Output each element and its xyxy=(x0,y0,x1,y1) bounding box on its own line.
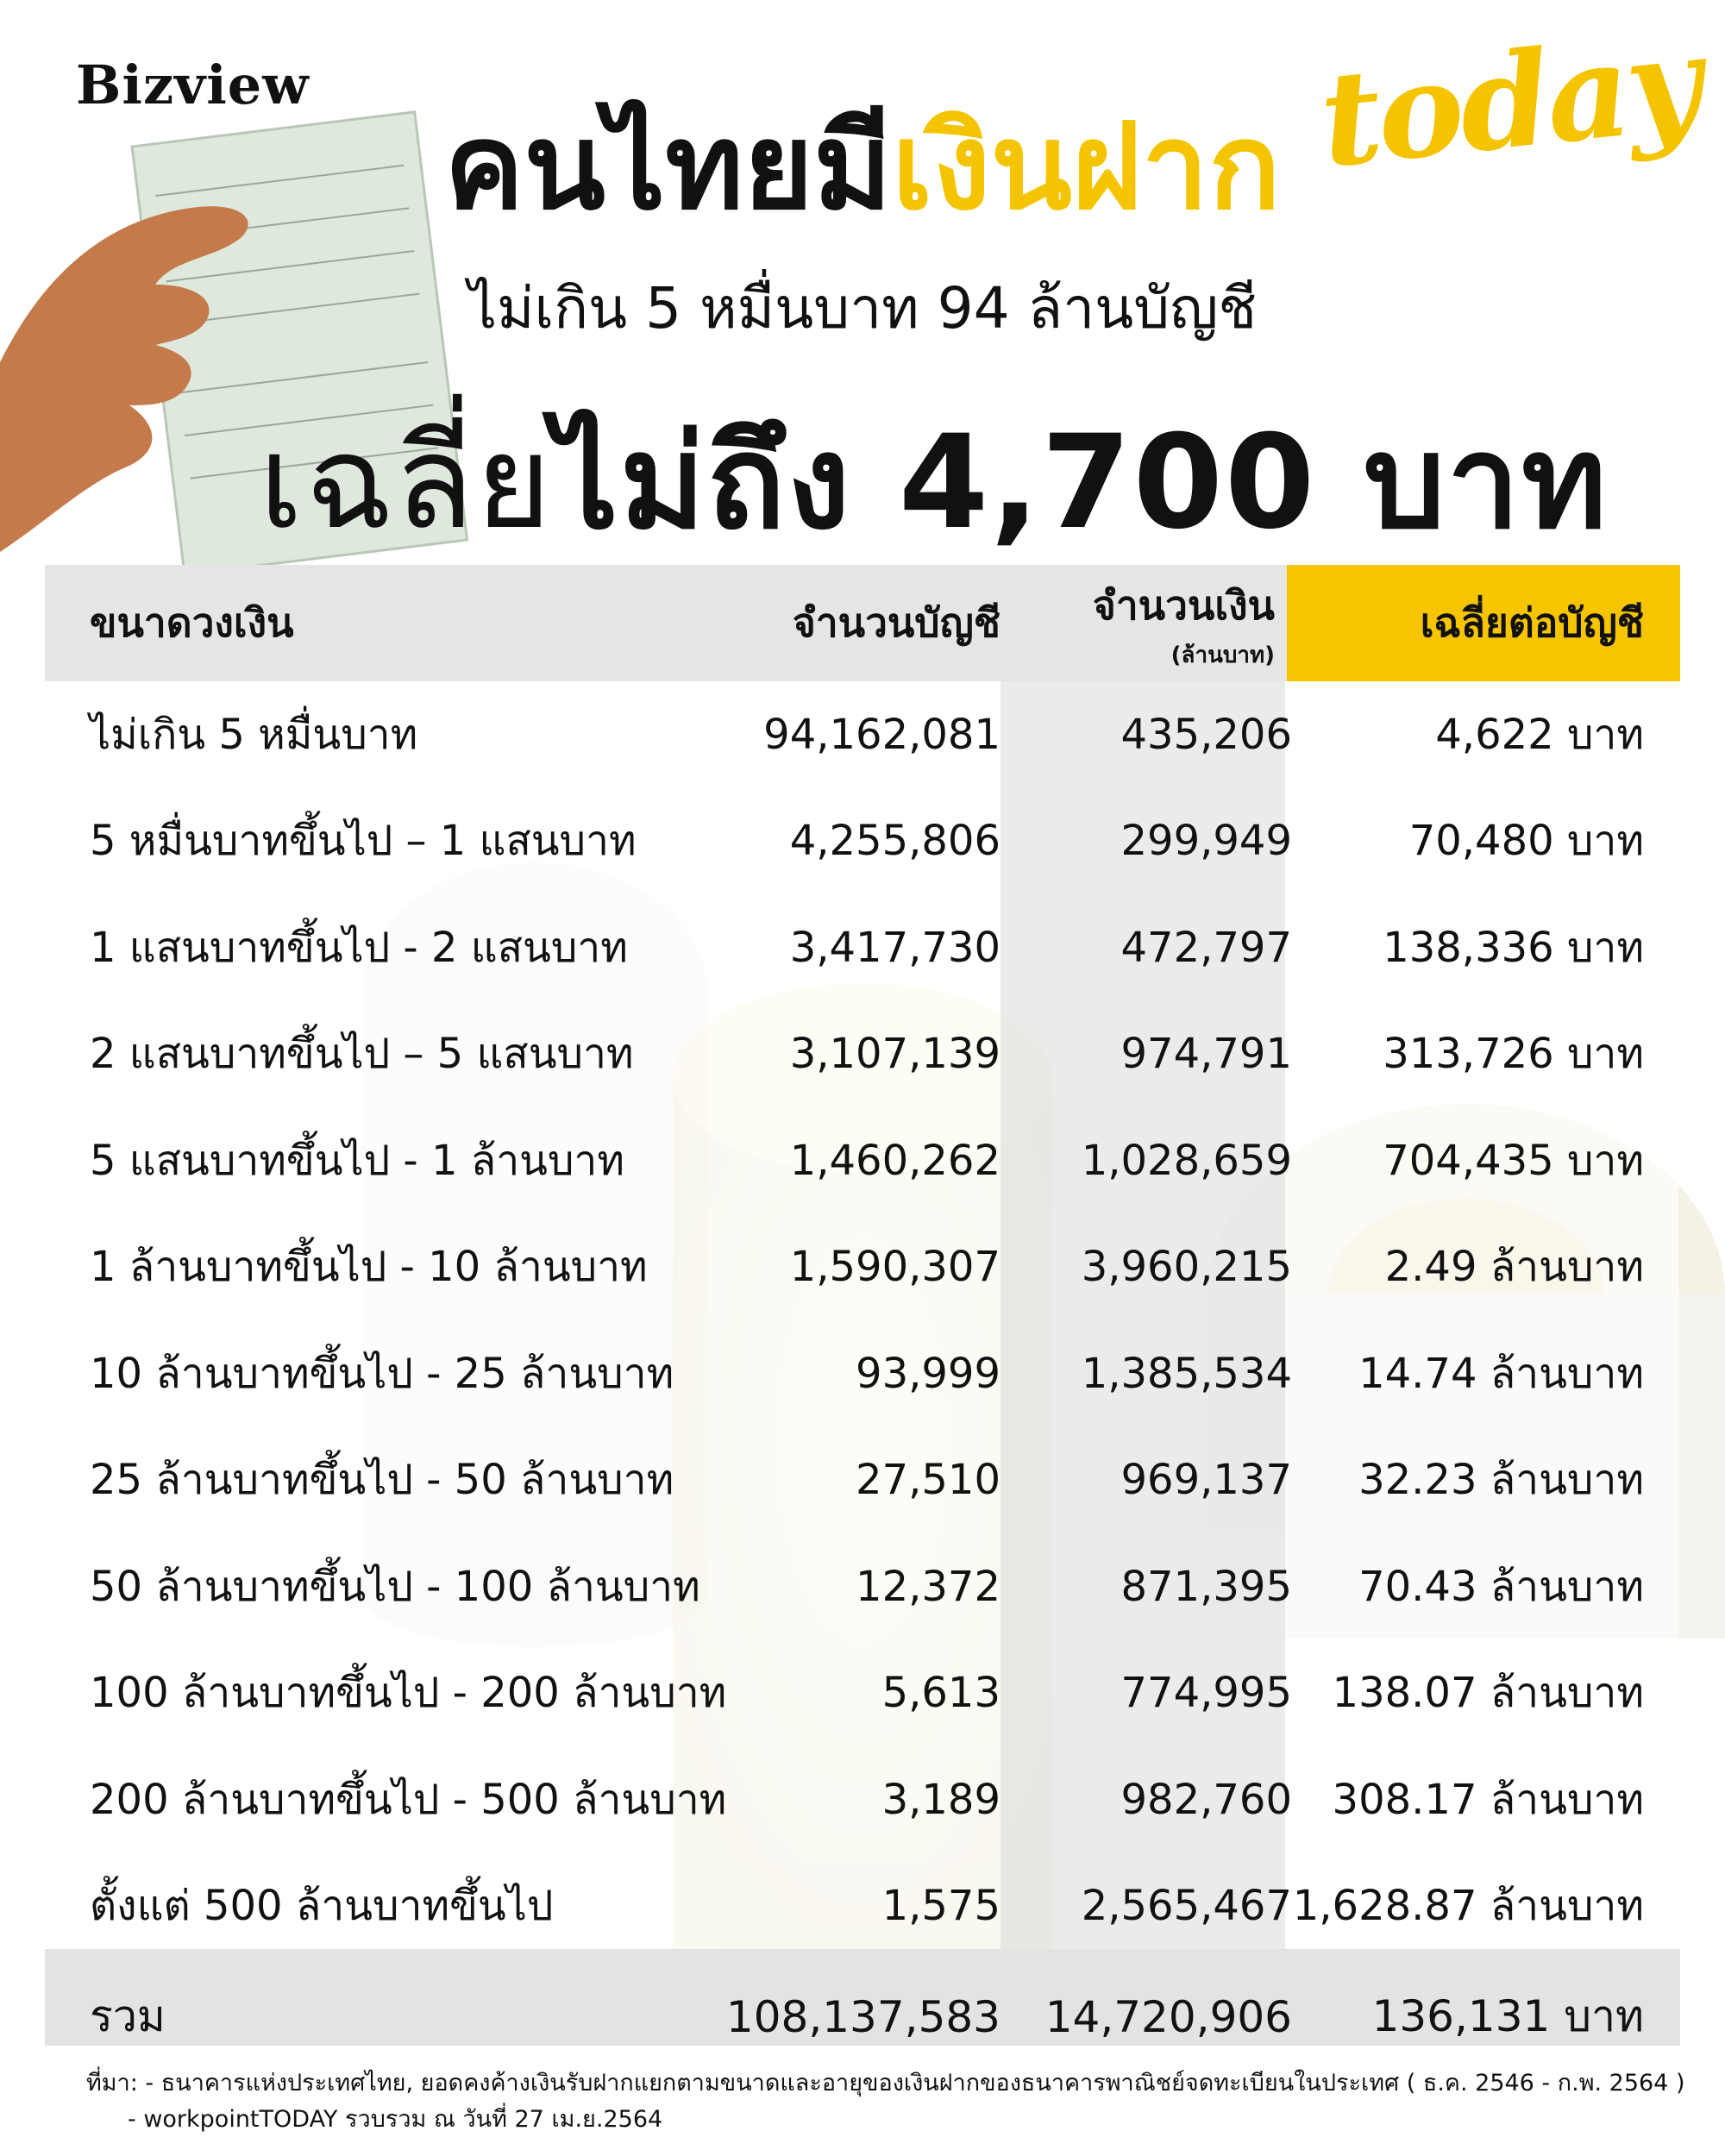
table-row xyxy=(45,1320,1680,1426)
cell-range: 1 ล้านบาทขึ้นไป - 10 ล้านบาท xyxy=(90,1243,648,1291)
cell-accounts: 1,460,262 xyxy=(789,1136,1000,1185)
source-line-1: ที่มา: - ธนาคารแห่งประเทศไทย, ยอดคงค้างเงินรับฝากแยกตามขนาดและอายุของเงินฝากของธนาคารพาณิชย์จดทะเบียนในประเทศ ( ธ.ค. 2546 - ก.พ. 2564 ) xyxy=(86,2070,1685,2096)
cell-average: 1,628.87 ล้านบาท xyxy=(1292,1882,1644,1930)
cell-amount: 974,791 xyxy=(1120,1030,1292,1078)
cell-range: 1 แสนบาทขึ้นไป - 2 แสนบาท xyxy=(90,923,628,972)
table-row xyxy=(45,1853,1680,1959)
table-row xyxy=(45,681,1680,787)
cell-average: 308.17 ล้านบาท xyxy=(1332,1775,1644,1824)
source-line-2: - workpointTODAY รวบรวม ณ วันที่ 27 เม.ย.2564 xyxy=(128,2106,663,2133)
table-row xyxy=(45,1214,1680,1320)
total-cell-range: รวม xyxy=(90,1991,166,2041)
cell-amount: 969,137 xyxy=(1120,1456,1292,1504)
cell-average: 14.74 ล้านบาท xyxy=(1358,1349,1644,1398)
cell-accounts: 3,107,139 xyxy=(789,1030,1000,1078)
cell-amount: 2,565,467 xyxy=(1081,1882,1292,1930)
total-row xyxy=(45,1964,1680,2070)
cell-range: 25 ล้านบาทขึ้นไป - 50 ล้านบาท xyxy=(90,1456,674,1504)
cell-range: ไม่เกิน 5 หมื่นบาท xyxy=(90,710,418,759)
cell-range: 10 ล้านบาทขึ้นไป - 25 ล้านบาท xyxy=(90,1349,674,1398)
cell-range: 100 ล้านบาทขึ้นไป - 200 ล้านบาท xyxy=(90,1669,727,1717)
brand-logo: Bizview xyxy=(76,53,310,116)
cell-accounts: 27,510 xyxy=(856,1456,1000,1504)
cell-range: 5 หมื่นบาทขึ้นไป – 1 แสนบาท xyxy=(90,817,637,865)
table-row xyxy=(45,894,1680,1000)
cell-accounts: 1,575 xyxy=(881,1882,1000,1930)
cell-amount: 774,995 xyxy=(1120,1669,1292,1717)
header-accounts: จำนวนบัญชี xyxy=(792,599,1000,646)
table-header xyxy=(45,565,1680,681)
table-row xyxy=(45,1001,1680,1107)
cell-amount: 982,760 xyxy=(1120,1775,1292,1824)
cell-range: 200 ล้านบาทขึ้นไป - 500 ล้านบาท xyxy=(90,1775,727,1824)
header-average: เฉลี่ยต่อบัญชี xyxy=(1420,599,1644,646)
cell-range: 2 แสนบาทขึ้นไป – 5 แสนบาท xyxy=(90,1030,634,1078)
cell-amount: 3,960,215 xyxy=(1081,1243,1292,1291)
title-part-yellow: เงินฝาก xyxy=(892,97,1281,236)
cell-amount: 472,797 xyxy=(1120,923,1292,972)
cell-range: ตั้งแต่ 500 ล้านบาทขึ้นไป xyxy=(90,1882,554,1930)
cell-amount: 435,206 xyxy=(1120,710,1292,759)
cell-average: 138,336 บาท xyxy=(1383,923,1644,972)
today-logo: today xyxy=(1314,6,1706,197)
total-cell-average: 136,131 บาท xyxy=(1371,1991,1644,2041)
cell-accounts: 93,999 xyxy=(856,1349,1000,1398)
cell-range: 50 ล้านบาทขึ้นไป - 100 ล้านบาท xyxy=(90,1562,700,1611)
cell-amount: 299,949 xyxy=(1120,817,1292,865)
table-row xyxy=(45,788,1680,894)
cell-accounts: 3,417,730 xyxy=(789,923,1000,972)
cell-amount: 1,385,534 xyxy=(1081,1349,1292,1398)
cell-average: 4,622 บาท xyxy=(1435,710,1644,759)
title-part-black: คนไทยมี xyxy=(444,97,893,236)
cell-average: 70,480 บาท xyxy=(1408,817,1644,865)
cell-average: 70.43 ล้านบาท xyxy=(1358,1562,1644,1611)
page-subtitle: ไม่เกิน 5 หมื่นบาท 94 ล้านบัญชี xyxy=(467,275,1258,342)
table-row xyxy=(45,1427,1680,1533)
headline xyxy=(259,379,1609,585)
cell-average: 704,435 บาท xyxy=(1383,1136,1644,1185)
header-amount-unit: (ล้านบาท) xyxy=(1170,642,1275,668)
cell-average: 2.49 ล้านบาท xyxy=(1384,1243,1644,1291)
cell-accounts: 4,255,806 xyxy=(789,817,1000,865)
cell-average: 313,726 บาท xyxy=(1383,1030,1644,1078)
table-row xyxy=(45,1640,1680,1746)
cell-accounts: 5,613 xyxy=(881,1669,1000,1717)
header-amount xyxy=(1093,565,1275,681)
cell-accounts: 94,162,081 xyxy=(763,710,1000,759)
headline-part-1: เฉลี่ย xyxy=(259,408,554,558)
table-row xyxy=(45,1533,1680,1639)
cell-accounts: 12,372 xyxy=(856,1562,1000,1611)
cell-average: 32.23 ล้านบาท xyxy=(1358,1456,1644,1504)
cell-accounts: 3,189 xyxy=(881,1775,1000,1824)
header-range: ขนาดวงเงิน xyxy=(90,599,294,646)
total-cell-amount: 14,720,906 xyxy=(1044,1991,1292,2042)
cell-range: 5 แสนบาทขึ้นไป - 1 ล้านบาท xyxy=(90,1136,625,1185)
table-row xyxy=(45,1107,1680,1213)
cell-average: 138.07 ล้านบาท xyxy=(1332,1669,1644,1717)
table-row xyxy=(45,1746,1680,1852)
headline-part-2: ไม่ถึง 4,700 บาท xyxy=(553,408,1609,558)
cell-amount: 871,395 xyxy=(1120,1562,1292,1611)
total-cell-accounts: 108,137,583 xyxy=(725,1991,1000,2042)
header-amount-label: จำนวนเงิน xyxy=(1092,581,1275,629)
cell-amount: 1,028,659 xyxy=(1081,1136,1292,1185)
cell-accounts: 1,590,307 xyxy=(789,1243,1000,1291)
